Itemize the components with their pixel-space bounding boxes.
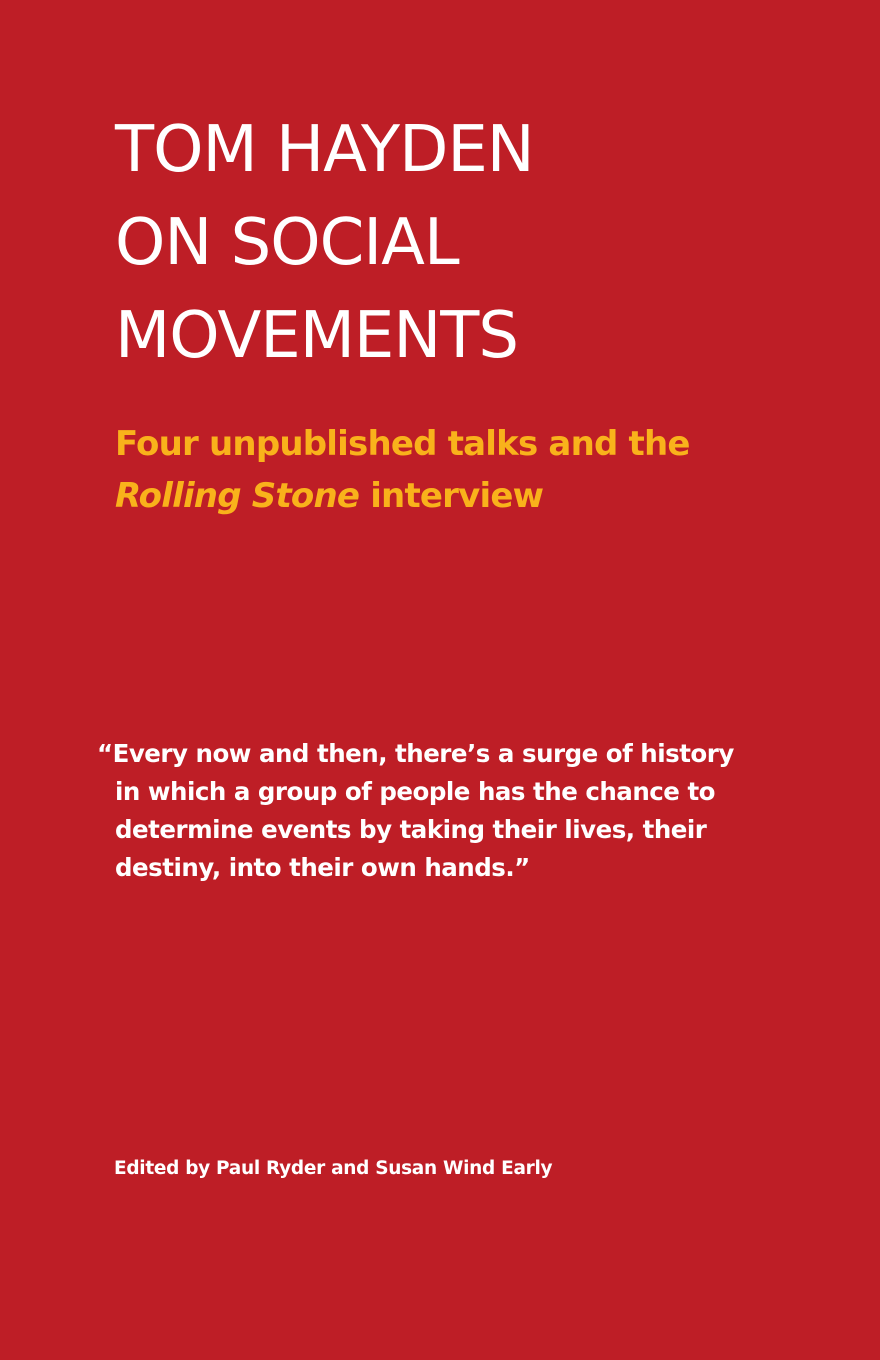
quote-line-1: “Every now and then, there’s a surge of history: [97, 739, 734, 768]
subtitle-line-2-rest: interview: [359, 476, 544, 516]
subtitle-line-1: Four unpublished talks and the: [115, 424, 690, 464]
cover-quote: [97, 735, 734, 887]
book-title: [115, 104, 534, 383]
quote-line-3: determine events by taking their lives, their: [115, 815, 707, 844]
title-line-1: TOM HAYDEN: [115, 113, 534, 187]
quote-line-4: destiny, into their own hands.”: [115, 853, 530, 882]
title-line-3: MOVEMENTS: [115, 299, 518, 373]
subtitle-line-2: [115, 470, 690, 522]
editors-credit: Edited by Paul Ryder and Susan Wind Early: [114, 1158, 553, 1179]
title-line-2: ON SOCIAL: [115, 206, 459, 280]
subtitle-magazine-name: Rolling Stone: [115, 476, 360, 516]
quote-line-2: in which a group of people has the chance to: [115, 777, 715, 806]
book-subtitle: [115, 418, 690, 522]
